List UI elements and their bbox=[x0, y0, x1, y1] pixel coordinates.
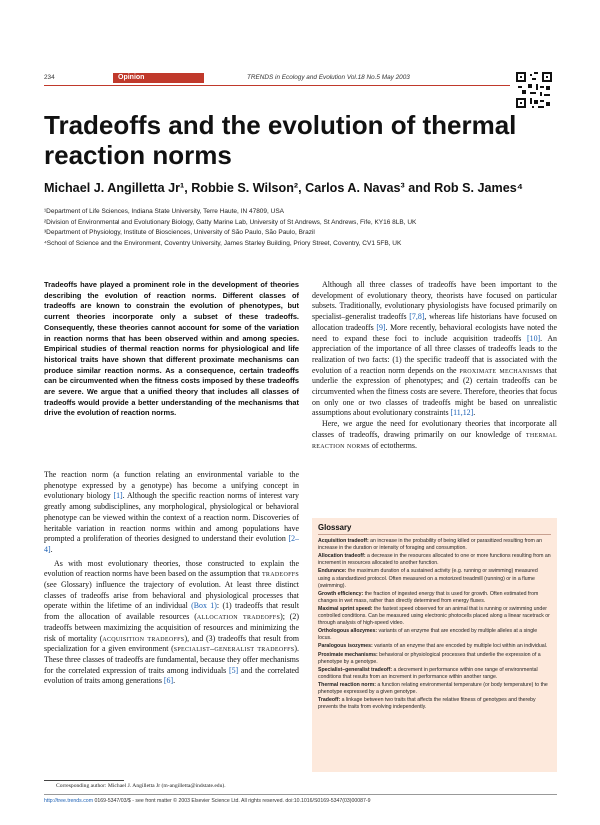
qr-code-icon bbox=[514, 70, 554, 110]
affiliation-3: ³Department of Physiology, Institute of Biosciences, University of São Paulo, São Paulo, Brazil bbox=[44, 229, 315, 237]
citation-link[interactable]: [7,8] bbox=[409, 312, 425, 322]
glossary-entry: Tradeoff: a linkage between two traits that affects the relative fitness of genotypes and thereby prevents the traits from evolving independently. bbox=[318, 697, 536, 711]
glossary-entry: Endurance: the maximum duration of a sustained activity (e.g. running or swimming) measured using a standardized protocol. Often measured on a motorized treadmill (running) or in a flume (swimming). bbox=[318, 568, 538, 589]
footer-rule bbox=[44, 794, 557, 795]
affiliation-4: ⁴School of Science and the Environment, Coventry University, James Starley Building, Priory Street, Coventry, CV1 5FB, UK bbox=[44, 239, 402, 247]
journal-info: TRENDS in Ecology and Evolution Vol.18 No.5 May 2003 bbox=[247, 74, 410, 81]
glossary-entry: Orthologous allozymes: variants of an enzyme that are encoded by multiple alleles at a single locus. bbox=[318, 628, 538, 642]
article-title: Tradeoffs and the evolution of thermal reaction norms bbox=[44, 110, 517, 170]
body-paragraph: Here, we argue the need for evolutionary theories that incorporate all classes of tradeoffs, drawing primarily on our knowledge of thermal reaction norms of ectotherms. bbox=[312, 419, 557, 450]
page-number: 234 bbox=[44, 74, 55, 81]
glossary-entry: Acquisition tradeoff: an increase in the probability of being killed or parasitized resulting from an increase in the duration or intensity of foraging and consumption. bbox=[318, 538, 543, 552]
glossary-entry: Proximate mechanisms: behavioral or physiological processes that underlie the expression of a phenotype by a genotype. bbox=[318, 651, 541, 665]
affiliation-1: ¹Department of Life Sciences, Indiana State University, Terre Haute, IN 47809, USA bbox=[44, 208, 285, 215]
header-rule bbox=[44, 85, 510, 86]
glossary-entry: Thermal reaction norm: a function relating environmental temperature (or body temperature) to the phenotype expressed by a given genotype. bbox=[318, 681, 548, 695]
glossary-term: allocation tradeoffs bbox=[196, 612, 281, 622]
glossary-title: Glossary bbox=[318, 524, 551, 535]
citation-link[interactable]: [5] bbox=[228, 665, 239, 675]
box-link[interactable]: (Box 1) bbox=[191, 601, 217, 611]
glossary-entry: Maximal sprint speed: the fastest speed observed for an animal that is running or swimming under controlled conditions. Can be measured using electronic photocells placed along a linear racetrack or through analysis of high-speed video. bbox=[318, 605, 550, 627]
body-paragraph: As with most evolutionary theories, those constructed to explain the evolution of reaction norms have been based on the assumption that tradeoffs (see Glossary) influence the trajectory of evolution. At least three distinct classes of tradeoffs arise from behavioral and physiological processes that operate within the lifetime of an individual (Box 1): (1) tradeoffs that result from the allocation of available resources (allocation tradeoffs); (2) tradeoffs between maximizing the acquisition of resources and minimizing the risk of mortality (acquisition tradeoffs), and (3) tradeoffs that result from specialization for a given environment (specialist–generalist tradeoffs). These three classes of tradeoffs are fundamental, because they offer mechanisms for the correlated expression of traits among individuals [5] and the correlated evolution of traits among generations [6]. bbox=[44, 558, 300, 686]
body-paragraph: Although all three classes of tradeoffs have been important to the development of evolutionary theory, theorists have focused on particular subsets. Traditionally, evolutionary physiologists have focused primarily on specialist–generalist tradeoffs [7,8], whereas life historians have focused on allocation tradeoffs [9]. More recently, behavioral ecologists have noted the need to expand these foci to include acquisition tradeoffs [10]. An appreciation of the importance of all three classes of tradeoffs leads to the realization of two facts: (1) the specific tradeoff that is associated with the evolution of a reaction norm depends on the proximate mechanisms that underlie the expression of phenotypes; and (2) certain tradeoffs can be circumvented when the fitness costs are severe. Therefore, theories that focus on only one or two classes of tradeoffs might be based on unrealistic assumptions about evolutionary constraints [11,12]. bbox=[312, 280, 557, 418]
body-paragraph: The reaction norm (a function relating an environmental variable to the phenotype expressed by a genotype) has become a unifying concept in evolutionary biology [1]. Although the specific reaction norms of interest vary greatly among subdisciplines, any morphological, physiological or behavioral phenotype can be viewed within the context of a reaction norm. Discoveries of heritable variation in reaction norms within and among populations have prompted a proliferation of theories designed to understand their evolution [2–4]. bbox=[44, 470, 300, 554]
affiliations bbox=[44, 207, 559, 249]
glossary-box bbox=[312, 518, 557, 772]
running-header bbox=[44, 74, 514, 84]
affiliation-2: ²Division of Environmental and Evolutionary Biology, Gatty Marine Lab, University of St Andrews, St Andrews, Fife, KY16 8LB, UK bbox=[44, 218, 417, 226]
left-column-body bbox=[44, 470, 299, 687]
corresponding-author: Corresponding author: Michael J. Angilletta Jr (m-angilletta@indstate.edu). bbox=[56, 783, 226, 789]
citation-link[interactable]: [6] bbox=[163, 676, 174, 686]
citation-link[interactable]: [2–4] bbox=[44, 534, 299, 554]
copyright-line: 0169-5347/03/$ - see front matter © 2003 Elsevier Science Ltd. All rights reserved. doi:10.1016/S0169-5347(03)00087-9 bbox=[93, 798, 371, 804]
footnote-rule bbox=[44, 780, 124, 781]
glossary-term: acquisition tradeoffs bbox=[102, 633, 185, 643]
glossary-term: proximate mechanisms bbox=[459, 365, 543, 375]
glossary-entry: Specialist–generalist tradeoff: a decrement in performance within one range of environmental conditions that results from an increment in performance within another range. bbox=[318, 666, 538, 680]
glossary-term: specialist–generalist tradeoffs bbox=[173, 644, 295, 654]
citation-link[interactable]: [9] bbox=[376, 322, 386, 332]
citation-link[interactable]: [10] bbox=[527, 333, 541, 343]
glossary-term: thermal reaction norms bbox=[312, 429, 557, 450]
glossary-entry: Paralogous isozymes: variants of an enzyme that are encoded by multiple loci within an individual. bbox=[318, 643, 548, 650]
page-footer bbox=[44, 798, 559, 804]
citation-link[interactable]: [1] bbox=[113, 491, 123, 501]
glossary-entry: Allocation tradeoff: a decrease in the resources allocated to one or more functions resulting from an increment in resources allocated to another function. bbox=[318, 553, 551, 567]
citation-link[interactable]: [11,12] bbox=[450, 408, 474, 418]
glossary-term: tradeoffs bbox=[261, 569, 299, 579]
journal-url-link[interactable]: http://tree.trends.com bbox=[44, 798, 94, 804]
author-list: Michael J. Angilletta Jr¹, Robbie S. Wilson², Carlos A. Navas³ and Rob S. James⁴ bbox=[44, 181, 523, 195]
right-column-body bbox=[312, 280, 557, 451]
section-tag: Opinion bbox=[113, 73, 204, 83]
glossary-entry: Growth efficiency: the fraction of ingested energy that is used for growth. Often estimated from changes in wet mass, rather than directly determined from energy fluxes. bbox=[318, 590, 539, 604]
abstract: Tradeoffs have played a prominent role in the development of theories describing the evolution of reaction norms. Different classes of tradeoffs are known to constrain the evolution of phenotypes, but current theories incorporate only a subset of these tradeoffs. Consequently, these theories cannot account for some of the variation in reaction norms that has been observed within and among species. Empirical studies of thermal reaction norms for physiological and life historical traits have shown that different proximate mechanisms can produce similar reaction norms. As a consequence, certain tradeoffs can be circumvented when the fitness costs imposed by these tradeoffs are severe. We argue that a unified theory that includes all classes of tradeoffs would provide a better understanding of the mechanisms that drive the evolution of reaction norms. bbox=[44, 280, 299, 418]
